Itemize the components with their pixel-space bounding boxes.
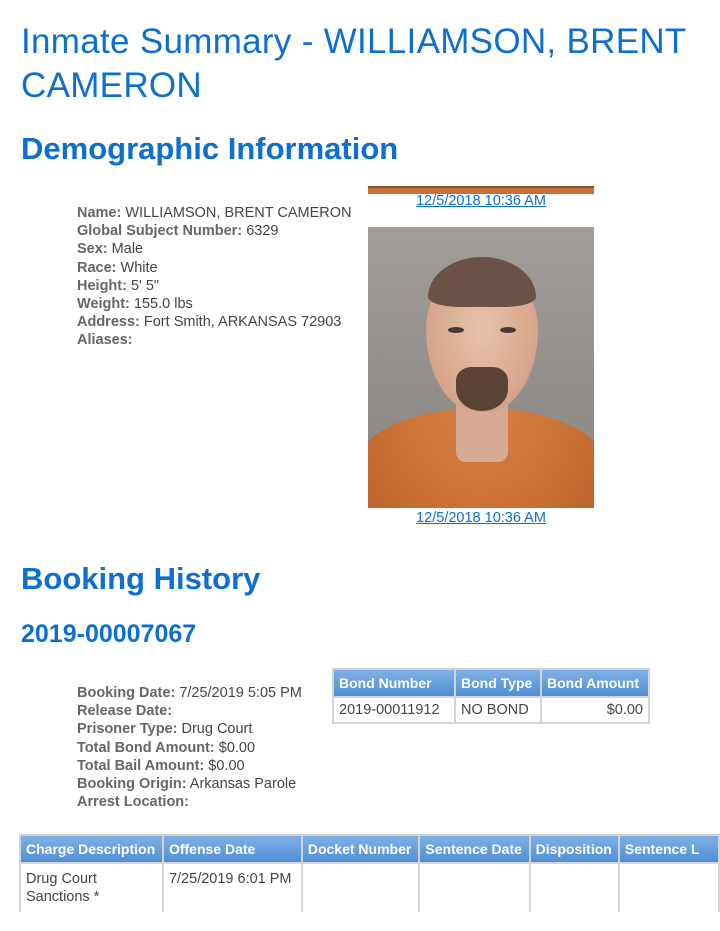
bond-type-header[interactable]: Bond Type — [456, 670, 540, 696]
field-sex: Sex: Male — [77, 241, 144, 258]
demographic-heading: Demographic Information — [21, 131, 399, 166]
table-row — [21, 864, 718, 912]
charges-table — [19, 834, 720, 912]
bond-number-header[interactable]: Bond Number — [334, 670, 454, 696]
mugshot-photo[interactable] — [368, 227, 594, 508]
demographic-fields — [77, 204, 351, 350]
charges-table-header-row — [21, 836, 718, 862]
sentence-length-cell — [620, 864, 718, 912]
booking-history-heading: Booking History — [21, 561, 261, 596]
page-title: Inmate Summary - WILLIAMSON, BRENT CAMERON — [21, 22, 686, 105]
bond-amount-header[interactable]: Bond Amount — [542, 670, 648, 696]
bond-number-cell: 2019-00011912 — [334, 698, 454, 722]
bond-amount-cell: $0.00 — [542, 698, 648, 722]
charge-description-cell: Drug Court Sanctions * — [21, 864, 162, 912]
field-name: Name: WILLIAMSON, BRENT CAMERON — [77, 205, 352, 221]
offense-date-cell: 7/25/2019 6:01 PM — [164, 864, 301, 912]
field-total-bond-amount: Total Bond Amount: $0.00 — [77, 739, 256, 756]
docket-number-cell — [303, 864, 419, 912]
charges-table-container[interactable] — [19, 834, 720, 912]
field-aliases: Aliases: — [77, 332, 133, 349]
field-global-subject-number: Global Subject Number: 6329 — [77, 223, 279, 240]
field-release-date: Release Date: — [77, 703, 173, 720]
bond-table — [332, 668, 650, 724]
sentence-date-header[interactable]: Sentence Date — [420, 836, 528, 862]
bond-type-cell: NO BOND — [456, 698, 540, 722]
docket-number-header[interactable]: Docket Number — [303, 836, 419, 862]
field-booking-origin: Booking Origin: Arkansas Parole — [77, 776, 297, 793]
offense-date-header[interactable]: Offense Date — [164, 836, 301, 862]
bond-table-header-row — [334, 670, 648, 696]
disposition-header[interactable]: Disposition — [531, 836, 618, 862]
charge-description-header[interactable]: Charge Description — [21, 836, 162, 862]
sentence-date-cell — [420, 864, 528, 912]
booking-fields — [77, 684, 302, 811]
photo-date-link-2[interactable]: 12/5/2018 10:36 AM — [416, 510, 546, 526]
field-booking-date: Booking Date: 7/25/2019 5:05 PM — [77, 685, 302, 701]
sentence-length-header[interactable]: Sentence L — [620, 836, 718, 862]
field-total-bail-amount: Total Bail Amount: $0.00 — [77, 757, 245, 774]
field-prisoner-type: Prisoner Type: Drug Court — [77, 721, 253, 738]
table-row — [334, 698, 648, 722]
field-height: Height: 5' 5" — [77, 277, 160, 294]
field-race: Race: White — [77, 259, 158, 276]
photo-date-link-1[interactable]: 12/5/2018 10:36 AM — [416, 193, 546, 209]
booking-number-heading: 2019-00007067 — [21, 620, 197, 648]
field-arrest-location: Arrest Location: — [77, 794, 189, 811]
field-weight: Weight: 155.0 lbs — [77, 296, 193, 313]
field-address: Address: Fort Smith, ARKANSAS 72903 — [77, 314, 342, 331]
disposition-cell — [531, 864, 618, 912]
